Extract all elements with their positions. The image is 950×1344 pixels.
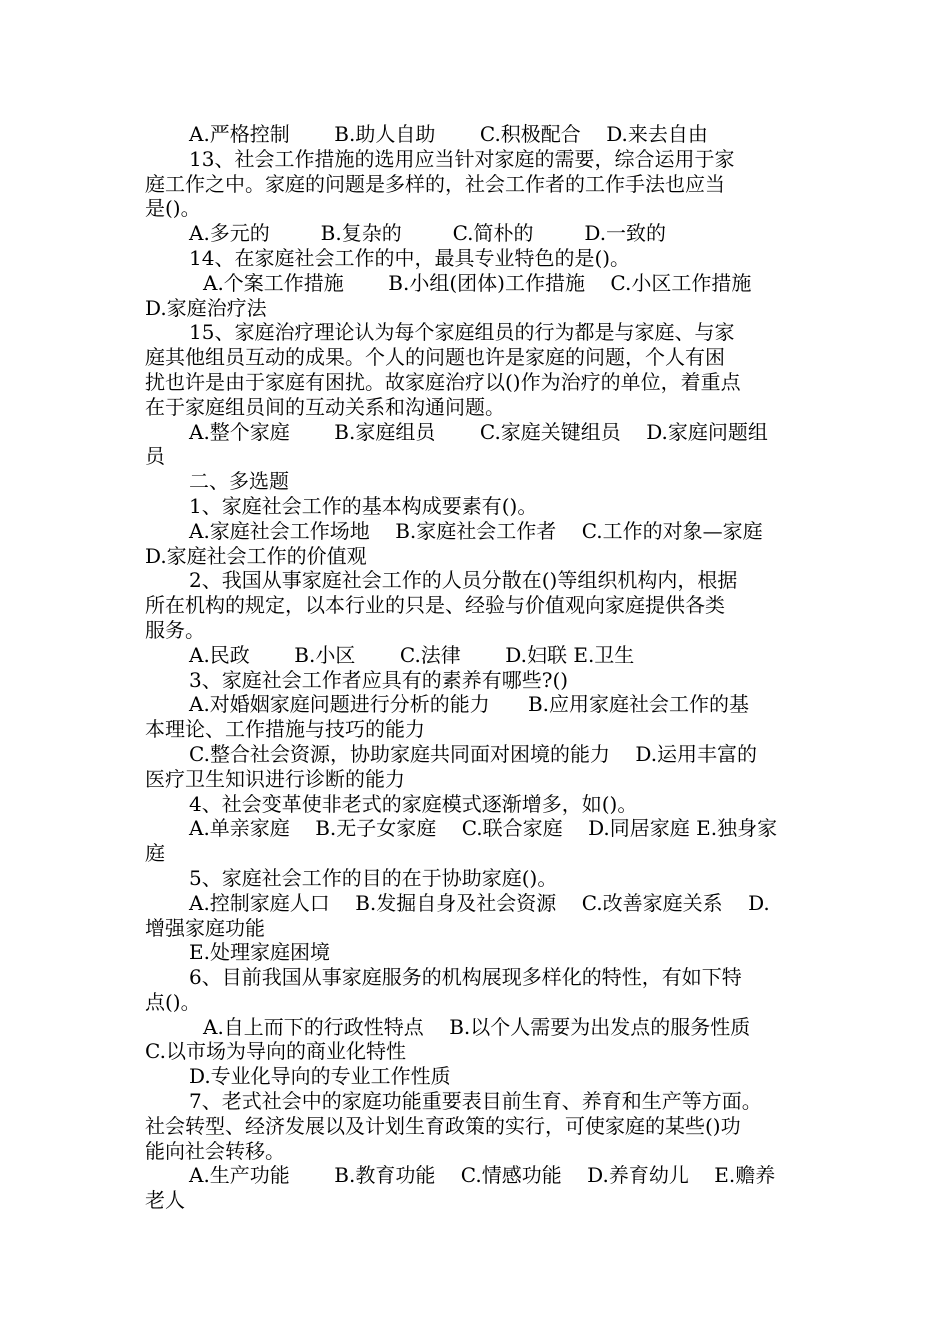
text-line: A.严格控制 B.助人自助 C.积极配合 D.来去自由 [189,122,708,146]
text-line: A.家庭社会工作场地 B.家庭社会工作者 C.工作的对象—家庭 [189,518,763,543]
text-line: 14、在家庭社会工作的中，最具专业特色的是()。 [189,245,631,270]
text-line: E.处理家庭困境 [189,940,330,965]
text-line: 点()。 [145,989,201,1014]
text-line: 2、我国从事家庭社会工作的人员分散在()等组织机构内，根据 [189,568,738,593]
text-line: 能向社会转移。 [145,1138,285,1163]
text-line: A.个案工作措施 B.小组(团体)工作措施 C.小区工作措施 [203,270,752,295]
text-line: 老人 [145,1188,185,1213]
text-line: 5、家庭社会工作的目的在于协助家庭()。 [189,865,558,890]
text-line: 15、家庭治疗理论认为每个家庭组员的行为都是与家庭、与家 [189,320,735,345]
text-line: 庭工作之中。家庭的问题是多样的，社会工作者的工作手法也应当 [145,171,725,196]
text-line: 3、家庭社会工作者应具有的素养有哪些?() [189,667,569,692]
text-line: A.对婚姻家庭问题进行分析的能力 B.应用家庭社会工作的基 [189,692,749,717]
text-line: 员 [145,444,165,469]
text-line: 二、多选题 [189,469,289,494]
text-line: 庭 [145,841,165,866]
text-line: A.整个家庭 B.家庭组员 C.家庭关键组员 D.家庭问题组 [189,419,768,444]
text-line: A.控制家庭人口 B.发掘自身及社会资源 C.改善家庭关系 D. [189,890,770,915]
document-body [145,122,810,1213]
text-line: 增强家庭功能 [145,915,265,940]
text-line: 服务。 [145,617,205,642]
text-line: A.自上而下的行政性特点 B.以个人需要为出发点的服务性质 [203,1014,751,1039]
text-line: A.民政 B.小区 C.法律 D.妇联 E.卫生 [189,642,635,667]
text-line: D.专业化导向的专业工作性质 [189,1064,451,1089]
text-line: A.单亲家庭 B.无子女家庭 C.联合家庭 D.同居家庭 E.独身家 [189,816,778,841]
text-line: C.整合社会资源，协助家庭共同面对困境的能力 D.运用丰富的 [189,741,758,766]
text-line: 是()。 [145,196,201,221]
text-line: 庭其他组员互动的成果。个人的问题也许是家庭的问题，个人有困 [145,345,725,370]
text-line: C.以市场为导向的商业化特性 [145,1039,406,1064]
text-line: 本理论、工作措施与技巧的能力 [145,717,425,742]
text-line: 1、家庭社会工作的基本构成要素有()。 [189,493,538,518]
text-line: 4、社会变革使非老式的家庭模式逐渐增多，如()。 [189,791,638,816]
text-line: A.生产功能 B.教育功能 C.情感功能 D.养育幼儿 E.赡养 [189,1163,776,1188]
text-line: 7、老式社会中的家庭功能重要表目前生育、养育和生产等方面。 [189,1089,762,1114]
text-line: 医疗卫生知识进行诊断的能力 [145,766,405,791]
text-line: 所在机构的规定，以本行业的只是、经验与价值观向家庭提供各类 [145,593,725,618]
text-line: 6、目前我国从事家庭服务的机构展现多样化的特性，有如下特 [189,965,742,990]
text-line: D.家庭治疗法 [145,295,267,320]
text-line: 社会转型、经济发展以及计划生育政策的实行，可使家庭的某些()功 [145,1113,741,1138]
text-line: 13、社会工作措施的选用应当针对家庭的需要，综合运用于家 [189,146,735,171]
text-line: A.多元的 B.复杂的 C.简朴的 D.一致的 [189,221,667,246]
text-line: 在于家庭组员间的互动关系和沟通问题。 [145,394,505,419]
text-line: 扰也许是由于家庭有困扰。故家庭治疗以()作为治疗的单位，着重点 [145,369,741,394]
text-line: D.家庭社会工作的价值观 [145,543,367,568]
